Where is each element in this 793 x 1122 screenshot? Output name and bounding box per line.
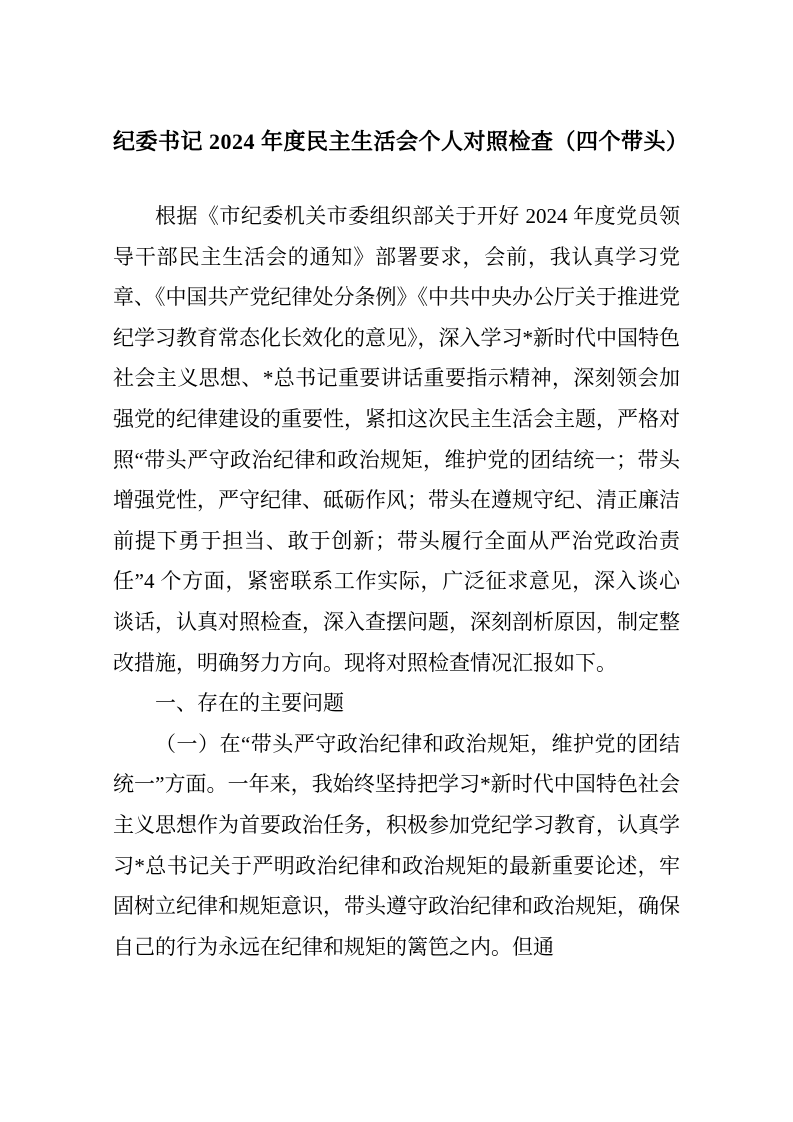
paragraph-section-one: （一）在“带头严守政治纪律和政治规矩，维护党的团结统一”方面。一年来，我始终坚持把学习*新时代中国特色社会主义思想作为首要政治任务，积极参加党纪学习教育，认真学习*总书记关于严明政治纪律和政治规矩的最新重要论述，牢固树立纪律和规矩意识，带头遵守政治纪律和政治规矩，确保自己的行为永远在纪律和规矩的篱笆之内。但通 [113, 731, 680, 959]
paragraph-intro: 根据《市纪委机关市委组织部关于开好 2024 年度党员领导干部民主生活会的通知》部署要求，会前，我认真学习党章、《中国共产党纪律处分条例》《中共中央办公厅关于推进党纪学习教育常态化长效化的意见》，深入学习*新时代中国特色社会主义思想、*总书记重要讲话重要指示精神，深刻领会加强党的纪律建设的重要性，紧扣这次民主生活会主题，严格对照“带头严守政治纪律和政治规矩，维护党的团结统一；带头增强党性，严守纪律、砥砺作风；带头在遵规守纪、清正廉洁前提下勇于担当、敢于创新；带头履行全面从严治党政治责任”4 个方面，紧密联系工作实际，广泛征求意见，深入谈心谈话，认真对照检查，深入查摆问题，深刻剖析原因，制定整改措施，明确努力方向。现将对照检查情况汇报如下。 [113, 204, 680, 675]
document-title: 纪委书记 2024 年度民主生活会个人对照检查（四个带头） [113, 129, 689, 154]
section-heading-main-problems: 一、存在的主要问题 [155, 691, 344, 716]
